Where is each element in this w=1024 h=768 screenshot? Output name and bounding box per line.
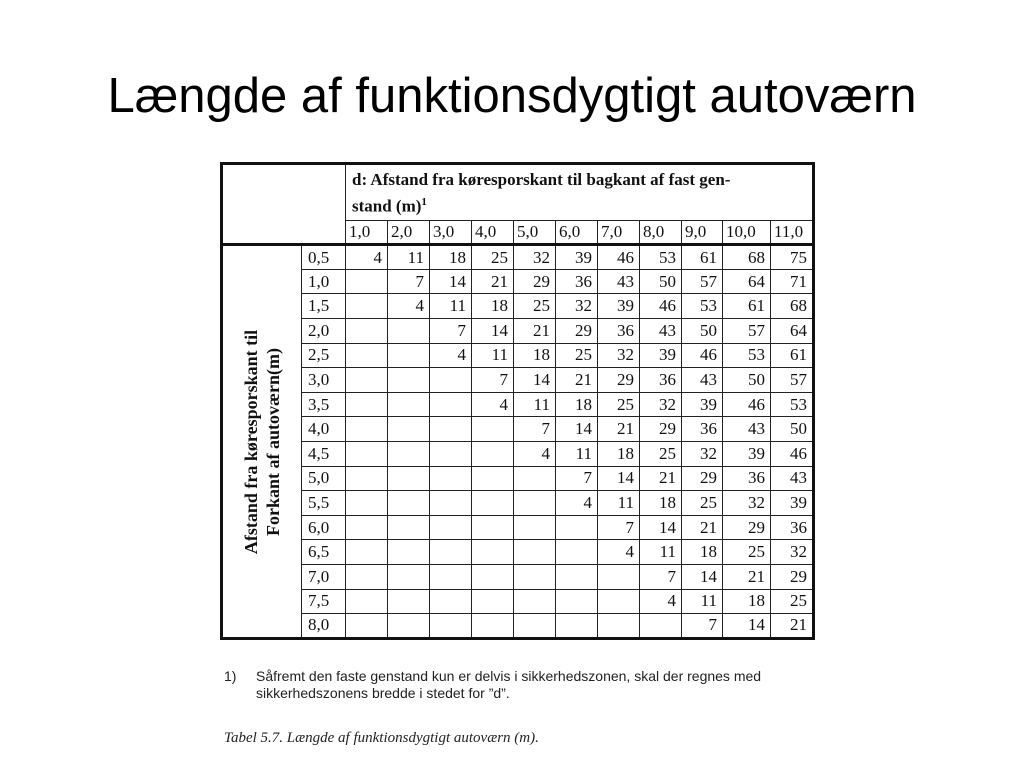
table-row <box>222 343 814 368</box>
table-cell: 36 <box>556 269 598 294</box>
column-header: 7,0 <box>598 220 640 245</box>
table-cell <box>388 392 430 417</box>
table-cell: 43 <box>723 417 771 442</box>
table-cell: 4 <box>640 589 682 614</box>
footnote-text: Såfremt den faste genstand kun er delvis i sikkerhedszonen, skal der regnes med sikkerhedszonens bredde i stedet for ”d”. <box>256 668 762 701</box>
table-cell: 11 <box>556 442 598 467</box>
table-cell: 50 <box>640 269 682 294</box>
table-row <box>222 589 814 614</box>
table-cell <box>430 564 472 589</box>
d-axis-header-line2: stand (m) <box>352 196 422 216</box>
table-cell: 32 <box>771 540 814 565</box>
table-row <box>222 269 814 294</box>
table-row <box>222 515 814 540</box>
table-cell <box>472 540 514 565</box>
table-cell: 57 <box>682 269 723 294</box>
guardrail-length-table <box>220 162 815 640</box>
row-label: 2,0 <box>302 319 346 344</box>
table-cell: 11 <box>640 540 682 565</box>
row-axis-header <box>222 245 302 639</box>
table-cell <box>346 417 388 442</box>
table-cell: 4 <box>346 245 388 270</box>
table-cell: 14 <box>556 417 598 442</box>
table-cell: 36 <box>640 368 682 393</box>
table-cell: 18 <box>556 392 598 417</box>
table-cell <box>346 269 388 294</box>
table-cell <box>472 491 514 516</box>
table-cell <box>430 392 472 417</box>
table-cell: 68 <box>771 294 814 319</box>
slide-title: Længde af funktionsdygtigt autoværn <box>107 69 917 123</box>
table-cell <box>346 392 388 417</box>
table-cell <box>346 466 388 491</box>
table-cell: 39 <box>723 442 771 467</box>
table-cell: 53 <box>723 343 771 368</box>
table-cell <box>556 589 598 614</box>
column-header: 9,0 <box>682 220 723 245</box>
table-cell: 50 <box>723 368 771 393</box>
table-cell <box>598 589 640 614</box>
table-cell: 43 <box>771 466 814 491</box>
table-cell: 21 <box>723 564 771 589</box>
row-label: 6,5 <box>302 540 346 565</box>
column-header: 5,0 <box>514 220 556 245</box>
table-cell <box>346 491 388 516</box>
table-cell: 18 <box>640 491 682 516</box>
table-cell <box>472 564 514 589</box>
table-cell: 46 <box>640 294 682 319</box>
table-cell: 61 <box>771 343 814 368</box>
table-cell: 36 <box>598 319 640 344</box>
table-cell: 39 <box>556 245 598 270</box>
row-axis-header-line1: Afstand fra køresporskant til <box>241 329 261 554</box>
table-cell <box>640 614 682 639</box>
table-cell: 32 <box>640 392 682 417</box>
table-cell: 29 <box>598 368 640 393</box>
table-cell: 21 <box>771 614 814 639</box>
table-cell <box>388 319 430 344</box>
table-cell: 25 <box>556 343 598 368</box>
table-cell <box>472 466 514 491</box>
table-cell: 4 <box>556 491 598 516</box>
table-cell: 32 <box>598 343 640 368</box>
table-cell: 21 <box>556 368 598 393</box>
table-cell: 39 <box>682 392 723 417</box>
table-cell: 14 <box>640 515 682 540</box>
table-cell: 29 <box>723 515 771 540</box>
table-cell: 4 <box>430 343 472 368</box>
table-cell <box>514 564 556 589</box>
table-cell: 7 <box>472 368 514 393</box>
table-cell: 57 <box>723 319 771 344</box>
table-cell: 14 <box>430 269 472 294</box>
table-cell <box>346 343 388 368</box>
row-label: 3,0 <box>302 368 346 393</box>
table-cell <box>430 515 472 540</box>
table-cell <box>556 564 598 589</box>
table-cell <box>472 515 514 540</box>
column-header: 3,0 <box>430 220 472 245</box>
column-header: 1,0 <box>346 220 388 245</box>
table-cell <box>430 368 472 393</box>
table-cell <box>346 614 388 639</box>
table-cell <box>430 589 472 614</box>
table-cell: 36 <box>682 417 723 442</box>
row-label: 5,5 <box>302 491 346 516</box>
row-label: 2,5 <box>302 343 346 368</box>
column-header: 4,0 <box>472 220 514 245</box>
d-axis-header <box>346 164 814 221</box>
table-cell <box>346 294 388 319</box>
table-cell: 7 <box>556 466 598 491</box>
table-cell: 7 <box>598 515 640 540</box>
table-cell <box>514 491 556 516</box>
table-row <box>222 294 814 319</box>
table-cell <box>388 540 430 565</box>
table-cell: 64 <box>723 269 771 294</box>
row-label: 6,0 <box>302 515 346 540</box>
table-cell: 18 <box>682 540 723 565</box>
table-cell: 25 <box>723 540 771 565</box>
table-row <box>222 319 814 344</box>
table-cell <box>430 466 472 491</box>
row-label: 1,0 <box>302 269 346 294</box>
table-row <box>222 491 814 516</box>
column-header: 10,0 <box>723 220 771 245</box>
table-cell: 43 <box>640 319 682 344</box>
table-cell: 7 <box>514 417 556 442</box>
table-cell: 21 <box>640 466 682 491</box>
table-cell <box>472 589 514 614</box>
table-cell: 7 <box>430 319 472 344</box>
table-cell: 46 <box>682 343 723 368</box>
table-cell: 14 <box>472 319 514 344</box>
table-cell: 7 <box>640 564 682 589</box>
table-cell: 14 <box>682 564 723 589</box>
table-cell: 43 <box>598 269 640 294</box>
table-cell: 18 <box>598 442 640 467</box>
row-label: 4,5 <box>302 442 346 467</box>
row-label: 7,0 <box>302 564 346 589</box>
table-cell <box>556 515 598 540</box>
table-cell <box>346 442 388 467</box>
table-cell: 7 <box>388 269 430 294</box>
table-cell: 53 <box>682 294 723 319</box>
row-label: 4,0 <box>302 417 346 442</box>
table-cell: 14 <box>514 368 556 393</box>
table-cell: 4 <box>514 442 556 467</box>
table-cell: 32 <box>514 245 556 270</box>
table-cell: 43 <box>682 368 723 393</box>
column-header: 2,0 <box>388 220 430 245</box>
table-cell: 11 <box>682 589 723 614</box>
table-cell <box>388 515 430 540</box>
table-cell: 25 <box>682 491 723 516</box>
table-cell: 21 <box>598 417 640 442</box>
table-cell <box>388 614 430 639</box>
table-cell: 7 <box>682 614 723 639</box>
table-cell: 18 <box>472 294 514 319</box>
table-cell: 25 <box>472 245 514 270</box>
table-cell <box>388 491 430 516</box>
table-cell: 14 <box>598 466 640 491</box>
table-cell: 71 <box>771 269 814 294</box>
table-cell <box>430 491 472 516</box>
table-row <box>222 466 814 491</box>
table-cell: 11 <box>430 294 472 319</box>
table-row <box>222 614 814 639</box>
table-cell <box>598 614 640 639</box>
table-cell <box>598 564 640 589</box>
table-cell: 29 <box>682 466 723 491</box>
table-cell: 11 <box>598 491 640 516</box>
table-cell <box>346 368 388 393</box>
table-cell <box>430 417 472 442</box>
table-cell: 11 <box>514 392 556 417</box>
table-cell <box>430 442 472 467</box>
table-cell <box>346 564 388 589</box>
table-row <box>222 540 814 565</box>
table-cell: 4 <box>472 392 514 417</box>
table-cell <box>388 417 430 442</box>
table-caption: Tabel 5.7. Længde af funktionsdygtigt autoværn (m). <box>224 730 539 746</box>
table-cell: 39 <box>598 294 640 319</box>
table-cell: 32 <box>723 491 771 516</box>
table-cell: 68 <box>723 245 771 270</box>
table-cell: 29 <box>640 417 682 442</box>
table-cell: 61 <box>723 294 771 319</box>
table-row <box>222 368 814 393</box>
table-row <box>222 442 814 467</box>
table-cell: 32 <box>682 442 723 467</box>
table-cell <box>472 417 514 442</box>
table-cell <box>388 466 430 491</box>
table-cell: 50 <box>682 319 723 344</box>
table-cell: 53 <box>640 245 682 270</box>
table-cell: 18 <box>514 343 556 368</box>
table-cell <box>514 466 556 491</box>
table-row <box>222 564 814 589</box>
table-cell: 25 <box>640 442 682 467</box>
row-label: 8,0 <box>302 614 346 639</box>
row-label: 5,0 <box>302 466 346 491</box>
table-cell <box>430 614 472 639</box>
row-label: 3,5 <box>302 392 346 417</box>
table-cell: 75 <box>771 245 814 270</box>
d-axis-header-line1: d: Afstand fra køresporskant til bagkant af fast gen- <box>352 170 731 189</box>
table-cell: 61 <box>682 245 723 270</box>
table-cell <box>430 540 472 565</box>
column-header: 11,0 <box>771 220 814 245</box>
table-cell: 18 <box>723 589 771 614</box>
table-cell: 46 <box>771 442 814 467</box>
table-cell <box>346 515 388 540</box>
table-cell: 11 <box>388 245 430 270</box>
table-cell: 53 <box>771 392 814 417</box>
table-cell <box>388 589 430 614</box>
table-cell: 18 <box>430 245 472 270</box>
table-cell: 29 <box>514 269 556 294</box>
table-cell: 29 <box>771 564 814 589</box>
table-cell: 4 <box>598 540 640 565</box>
table-cell <box>346 540 388 565</box>
table-cell: 25 <box>514 294 556 319</box>
table-cell <box>514 589 556 614</box>
table-cell <box>472 442 514 467</box>
table-cell <box>514 540 556 565</box>
table-cell: 39 <box>771 491 814 516</box>
table-cell: 21 <box>682 515 723 540</box>
table-cell: 21 <box>472 269 514 294</box>
column-header: 6,0 <box>556 220 598 245</box>
table-row <box>222 417 814 442</box>
table-cell <box>346 319 388 344</box>
table-cell <box>514 614 556 639</box>
table-cell: 46 <box>723 392 771 417</box>
table-cell <box>514 515 556 540</box>
table-row <box>222 245 814 270</box>
table-cell <box>346 589 388 614</box>
table-cell: 25 <box>771 589 814 614</box>
table-cell: 25 <box>598 392 640 417</box>
table-cell <box>556 540 598 565</box>
column-header: 8,0 <box>640 220 682 245</box>
row-label: 1,5 <box>302 294 346 319</box>
table-row <box>222 392 814 417</box>
table-cell: 29 <box>556 319 598 344</box>
table-cell: 64 <box>771 319 814 344</box>
table-cell: 57 <box>771 368 814 393</box>
table-cell <box>388 368 430 393</box>
footnote-mark: 1) <box>224 668 237 684</box>
corner-cell <box>222 164 346 245</box>
table-cell <box>388 442 430 467</box>
table-cell: 11 <box>472 343 514 368</box>
table-cell <box>556 614 598 639</box>
table-cell: 36 <box>771 515 814 540</box>
footnote-ref: 1 <box>421 196 427 208</box>
table-cell <box>388 343 430 368</box>
row-label: 0,5 <box>302 245 346 270</box>
table-cell <box>472 614 514 639</box>
table-cell: 21 <box>514 319 556 344</box>
row-label: 7,5 <box>302 589 346 614</box>
table-cell: 36 <box>723 466 771 491</box>
table-cell: 14 <box>723 614 771 639</box>
table-cell: 39 <box>640 343 682 368</box>
table-cell: 46 <box>598 245 640 270</box>
row-axis-header-line2: Forkant af autoværn(m) <box>263 347 283 536</box>
table-cell: 32 <box>556 294 598 319</box>
table-cell: 4 <box>388 294 430 319</box>
footnote <box>224 668 824 702</box>
table-cell <box>388 564 430 589</box>
table-cell: 50 <box>771 417 814 442</box>
